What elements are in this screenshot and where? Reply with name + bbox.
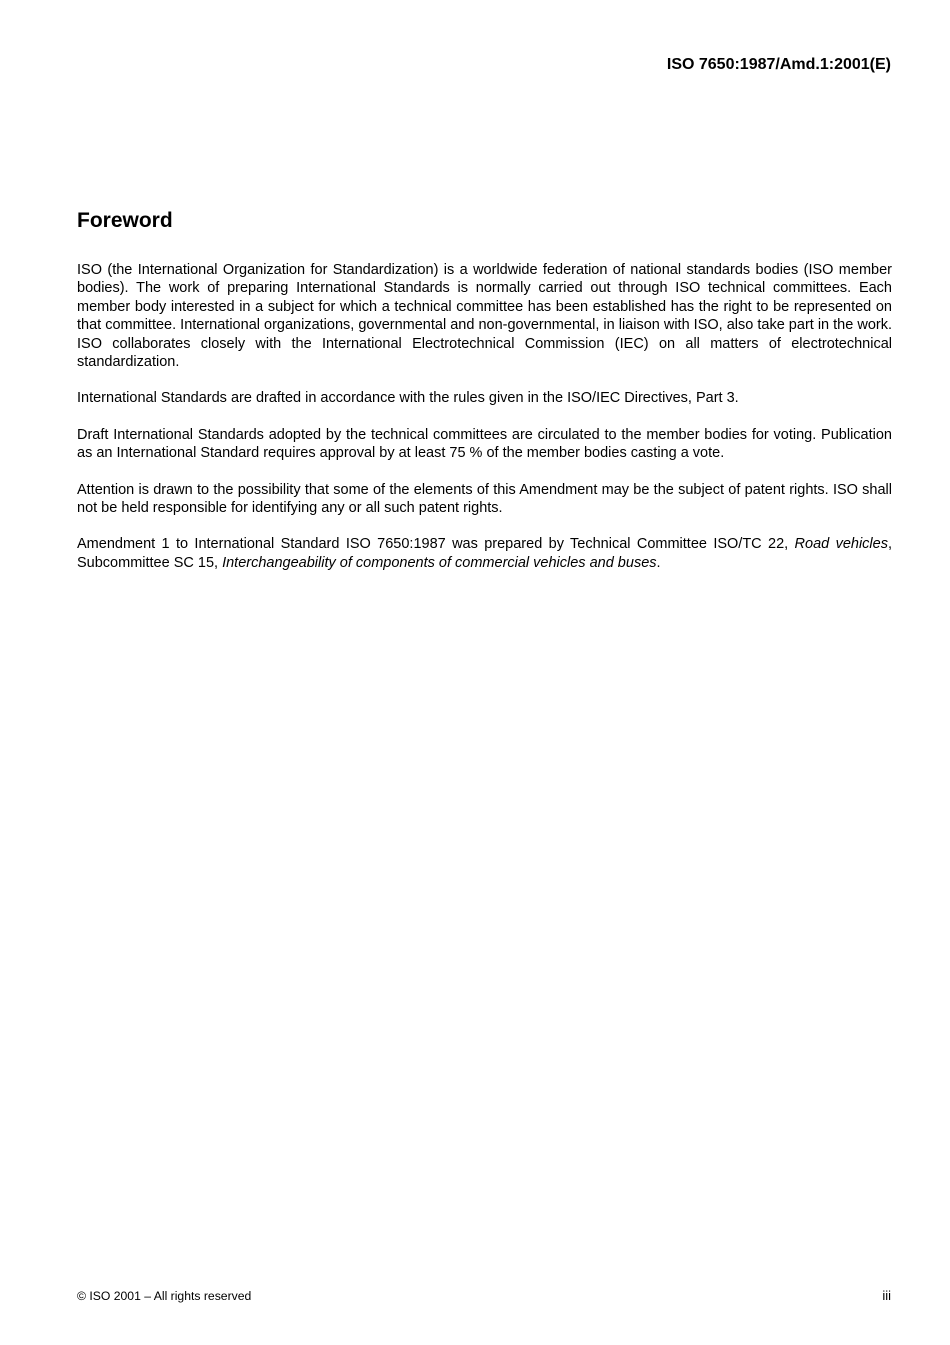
amendment-text-3: . [656,554,661,571]
amendment-sc-title: Interchangeability of components of commercial vehicles and buses [222,554,657,571]
paragraph-amendment-info [77,535,892,572]
paragraph-iso-overview: ISO (the International Organization for Standardization) is a worldwide federation of national standards bodies (ISO member bodies). The work of preparing International Standards is normally carried out through ISO technical committees. Each member body interested in a subject for which a technical committee has been established has the right to be represented on that committee. International organizations, governmental and non-governmental, in liaison with ISO, also take part in the work. ISO collaborates closely with the International Electrotechnical Commission (IEC) on all matters of electrotechnical standardization. [77,262,892,371]
amendment-text-1: Amendment 1 to International Standard ISO 7650:1987 was prepared by Technical Committee ISO/TC 22, [77,536,795,553]
paragraph-patent-rights: Attention is drawn to the possibility that some of the elements of this Amendment may be the subject of patent rights. ISO shall not be held responsible for identifying any or all such patent rights. [77,481,892,517]
amendment-tc-title: Road vehicles [794,536,888,553]
paragraph-drafting-rules: International Standards are drafted in accordance with the rules given in the ISO/IEC Directives, Part 3. [77,390,739,407]
footer-copyright: © ISO 2001 – All rights reserved [77,1289,252,1303]
document-identifier: ISO 7650:1987/Amd.1:2001(E) [666,56,891,73]
footer-page-number: iii [882,1288,891,1303]
amendment-text-2: , Subcommittee SC 15, [77,536,892,571]
paragraph-voting: Draft International Standards adopted by the technical committees are circulated to the member bodies for voting. Publication as an International Standard requires approval by at least 75 % of the member bodies casting a vote. [77,426,892,462]
foreword-body [77,261,892,590]
page-title: Foreword [77,209,173,232]
